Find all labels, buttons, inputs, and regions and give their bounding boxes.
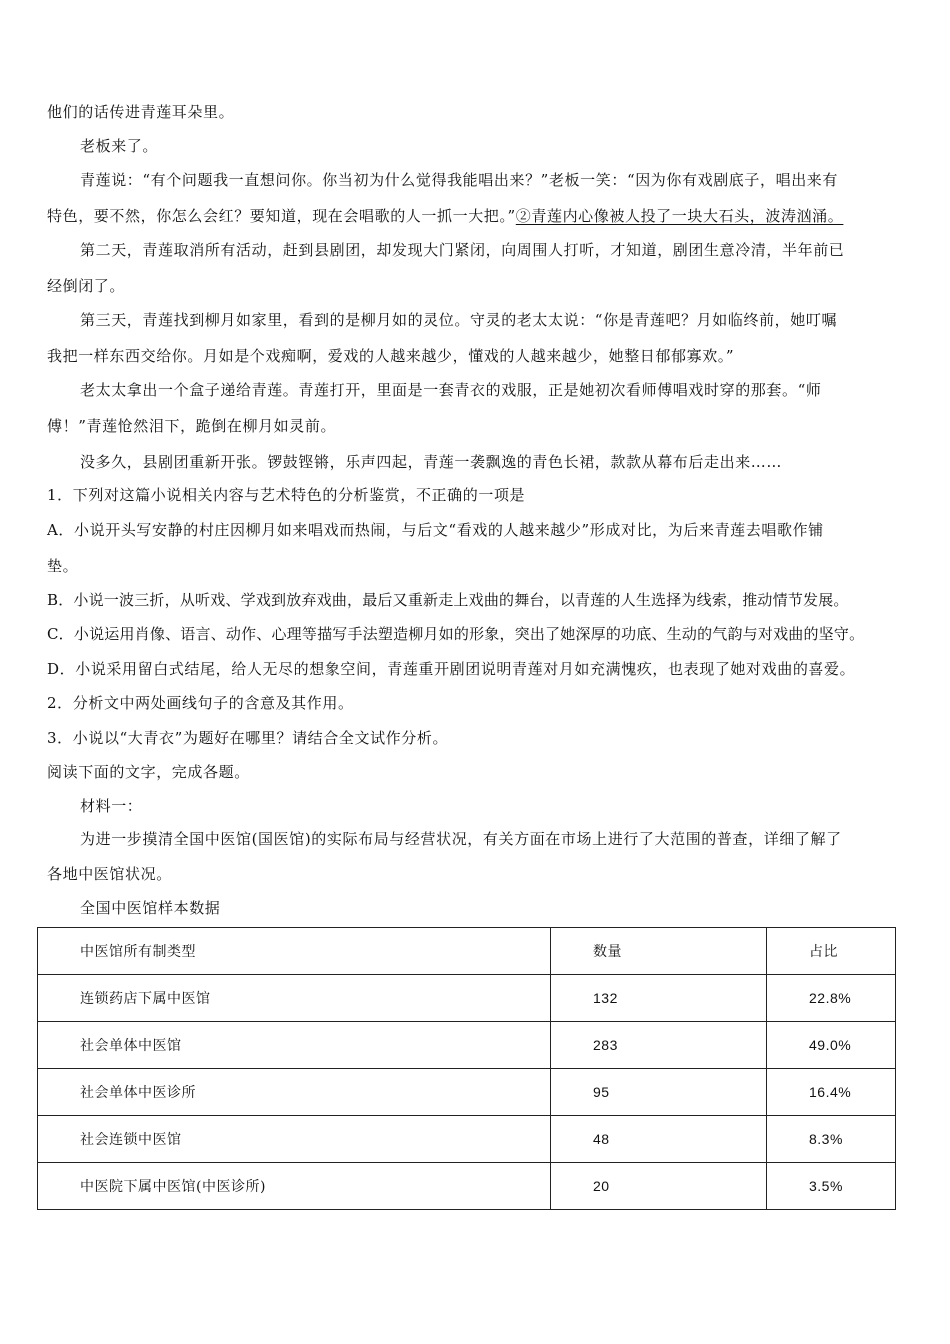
cell-share: 16.4% — [767, 1069, 896, 1116]
table-row — [38, 975, 896, 1022]
story-paragraph-continued: 傅！”青莲怆然泪下，跪倒在柳月如灵前。 — [47, 417, 337, 435]
column-header-share: 占比 — [767, 928, 896, 975]
clinic-data-table — [37, 927, 896, 1210]
story-paragraph-continued — [47, 205, 909, 227]
dialogue-text: 特色，要不然，你怎么会红？要知道，现在会唱歌的人一抓一大把。” — [47, 207, 516, 225]
story-paragraph: 他们的话传进青莲耳朵里。 — [47, 103, 235, 121]
column-header-count: 数量 — [551, 928, 767, 975]
question-2: 2．分析文中两处画线句子的含意及其作用。 — [47, 694, 354, 712]
cell-share: 8.3% — [767, 1116, 896, 1163]
table-title: 全国中医馆样本数据 — [80, 899, 221, 917]
column-header-type: 中医馆所有制类型 — [38, 928, 551, 975]
table-row — [38, 1022, 896, 1069]
story-paragraph: 第三天，青莲找到柳月如家里，看到的是柳月如的灵位。守灵的老太太说：“你是青莲吧？月如临终前，她叮嘱 — [80, 311, 838, 329]
story-paragraph: 青莲说：“有个问题我一直想问你。你当初为什么觉得我能唱出来？”老板一笑：“因为你有戏剧底子，唱出来有 — [80, 171, 839, 189]
option-a: A．小说开头写安静的村庄因柳月如来唱戏而热闹，与后文“看戏的人越来越少”形成对比，为后来青莲去唱歌作铺 — [47, 521, 824, 539]
cell-type: 社会连锁中医馆 — [38, 1116, 551, 1163]
cell-type: 连锁药店下属中医馆 — [38, 975, 551, 1022]
material-paragraph-continued: 各地中医馆状况。 — [47, 865, 172, 883]
story-paragraph-continued: 经倒闭了。 — [47, 277, 126, 295]
story-paragraph: 没多久，县剧团重新开张。锣鼓铿锵，乐声四起，青莲一袭飘逸的青色长裙，款款从幕布后走出来…… — [80, 453, 783, 471]
cell-count: 48 — [551, 1116, 767, 1163]
cell-share: 22.8% — [767, 975, 896, 1022]
cell-count: 95 — [551, 1069, 767, 1116]
cell-count: 132 — [551, 975, 767, 1022]
cell-share: 49.0% — [767, 1022, 896, 1069]
table-row — [38, 1163, 896, 1210]
story-paragraph: 老板来了。 — [80, 137, 159, 155]
option-c: C．小说运用肖像、语言、动作、心理等描写手法塑造柳月如的形象，突出了她深厚的功底、生动的气韵与对戏曲的坚守。 — [47, 625, 865, 643]
cell-type: 社会单体中医诊所 — [38, 1069, 551, 1116]
option-d: D．小说采用留白式结尾，给人无尽的想象空间，青莲重开剧团说明青莲对月如充满愧疚，也表现了她对戏曲的喜爱。 — [47, 660, 856, 678]
cell-count: 20 — [551, 1163, 767, 1210]
story-paragraph-continued: 我把一样东西交给你。月如是个戏痴啊，爱戏的人越来越少，懂戏的人越来越少，她整日郁郁寡欢。” — [47, 347, 735, 365]
table-row — [38, 1116, 896, 1163]
option-b: B．小说一波三折，从听戏、学戏到放弃戏曲，最后又重新走上戏曲的舞台，以青莲的人生选择为线索，推动情节发展。 — [47, 591, 849, 609]
question-3: 3．小说以“大青衣”为题好在哪里？请结合全文试作分析。 — [47, 729, 449, 747]
underlined-sentence-2: ②青莲内心像被人投了一块大石头，波涛汹涌。 — [515, 207, 844, 225]
story-paragraph: 第二天，青莲取消所有活动，赶到县剧团，却发现大门紧闭，向周围人打听，才知道，剧团生意冷清，半年前已 — [80, 241, 845, 259]
option-a-continued: 垫。 — [47, 557, 79, 575]
cell-share: 3.5% — [767, 1163, 896, 1210]
cell-type: 社会单体中医馆 — [38, 1022, 551, 1069]
cell-count: 283 — [551, 1022, 767, 1069]
cell-type: 中医院下属中医馆(中医诊所) — [38, 1163, 551, 1210]
story-paragraph: 老太太拿出一个盒子递给青莲。青莲打开，里面是一套青衣的戏服，正是她初次看师傅唱戏时穿的那套。“师 — [80, 381, 822, 399]
question-1: 1．下列对这篇小说相关内容与艺术特色的分析鉴赏，不正确的一项是 — [47, 486, 526, 504]
table-header-row — [38, 928, 896, 975]
material-label: 材料一： — [80, 797, 143, 815]
table-row — [38, 1069, 896, 1116]
material-paragraph: 为进一步摸清全国中医馆(国医馆)的实际布局与经营状况，有关方面在市场上进行了大范围的普查，详细了解了 — [80, 830, 842, 848]
section-intro: 阅读下面的文字，完成各题。 — [47, 763, 250, 781]
